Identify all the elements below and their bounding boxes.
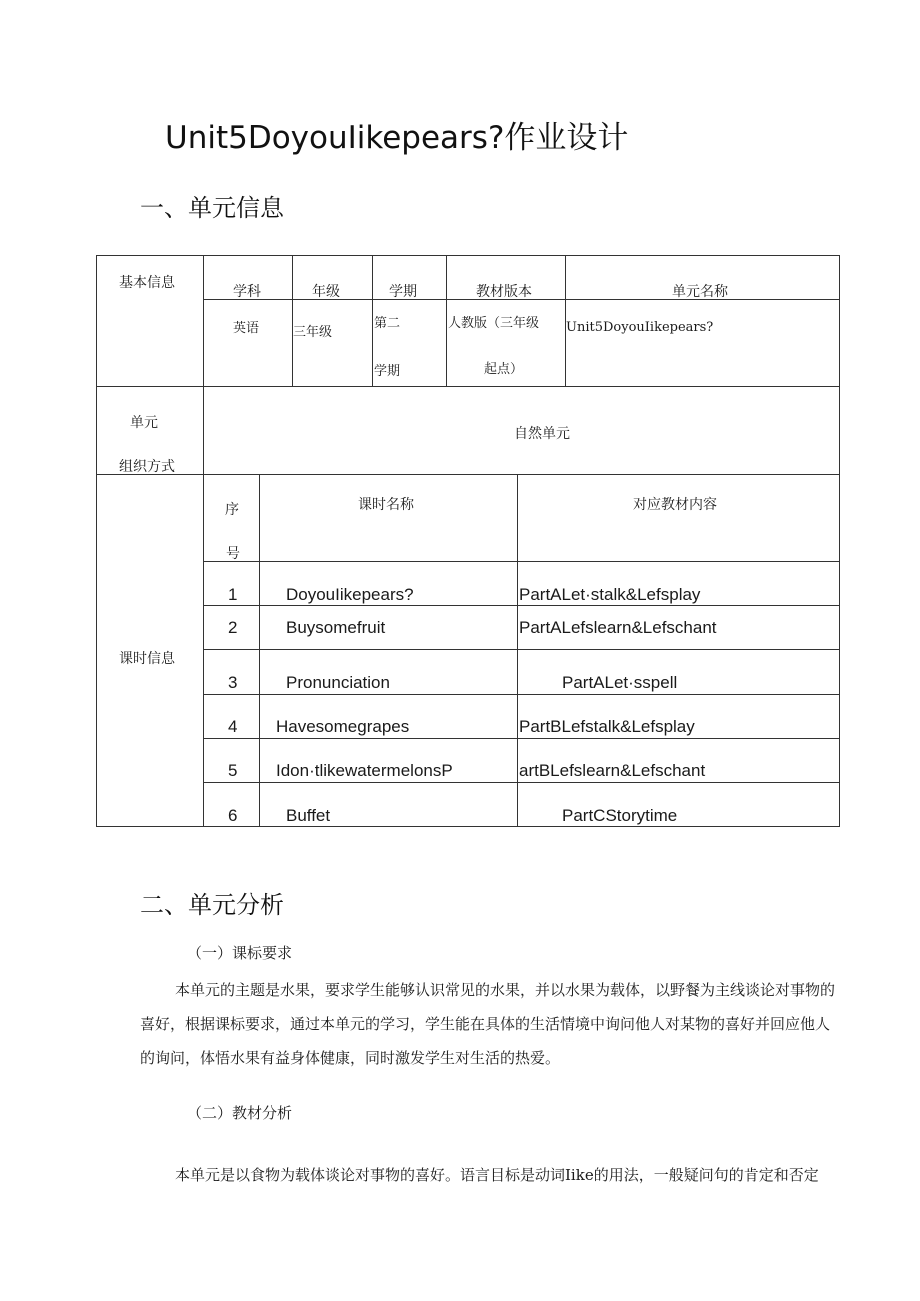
header-term: 学期 — [389, 284, 417, 300]
unit-info-table — [96, 255, 840, 827]
lesson-header-no-line1: 序 — [225, 502, 239, 518]
org-label-line2: 组织方式 — [119, 459, 175, 475]
header-subject: 学科 — [233, 284, 261, 300]
lesson-header-content: 对应教材内容 — [633, 497, 717, 513]
value-grade: 三年级 — [293, 325, 333, 340]
header-edition: 教材版本 — [476, 284, 532, 300]
lesson-4-name: Havesomegrapes — [276, 717, 410, 736]
lesson-6-no: 6 — [228, 806, 238, 825]
lesson-3-name: Pronunciation — [286, 673, 390, 692]
lesson-3-content: PartALet·sspell — [562, 673, 678, 692]
lesson-header-name: 课时名称 — [358, 497, 414, 513]
value-subject: 英语 — [233, 321, 260, 336]
lesson-5-name: Idon·tlikewatermelonsP — [276, 761, 453, 780]
document-title: Unit5DoyouIikepears?作业设计 — [165, 120, 629, 156]
section-heading-unit-analysis: 二、单元分析 — [140, 891, 284, 919]
lesson-3-no: 3 — [228, 673, 238, 692]
subheading-curriculum: （一）课标要求 — [187, 944, 293, 962]
value-term-line2: 学期 — [374, 364, 401, 379]
lesson-header-no-line2: 号 — [226, 546, 240, 562]
org-value: 自然单元 — [514, 426, 570, 442]
header-grade: 年级 — [312, 284, 340, 300]
lesson-2-content: PartALefslearn&Lefschant — [519, 618, 717, 637]
paragraph-curriculum: 本单元的主题是水果，要求学生能够认识常见的水果，并以水果为载体，以野餐为主线谈论对事物的喜好，根据课标要求，通过本单元的学习，学生能在具体的生活情境中询问他人对某物的喜好并回应他人的询问，体悟水果有益身体健康，同时激发学生对生活的热爱。 — [140, 981, 836, 1067]
lesson-1-name: DoyouIikepears? — [286, 585, 414, 604]
lesson-5-no: 5 — [228, 761, 238, 780]
lesson-6-name: Buffet — [286, 806, 331, 825]
lesson-1-content: PartALet·stalk&Lefsplay — [519, 585, 701, 604]
lesson-4-no: 4 — [228, 717, 238, 736]
value-edition-line1: 人教版（三年级 — [448, 316, 540, 331]
header-unit-name: 单元名称 — [672, 284, 728, 300]
org-label-line1: 单元 — [130, 415, 158, 431]
paragraph-textbook: 本单元是以食物为载体谈论对事物的喜好。语言目标是动词Iike的用法，一般疑问句的肯定和否定 — [175, 1166, 819, 1184]
lesson-6-content: PartCStorytime — [562, 806, 678, 825]
value-unit-name: Unit5DoyouIikepears? — [566, 320, 714, 335]
lesson-5-content: artBLefslearn&Lefschant — [519, 761, 706, 780]
lesson-2-name: Buysomefruit — [286, 618, 386, 637]
lesson-info-label: 课时信息 — [119, 651, 175, 667]
lesson-4-content: PartBLefstalk&Lefsplay — [519, 717, 695, 736]
basic-info-label: 基本信息 — [119, 275, 175, 291]
section-heading-unit-info: 一、单元信息 — [140, 194, 284, 222]
lesson-2-no: 2 — [228, 618, 238, 637]
value-edition-line2: 起点） — [484, 362, 524, 377]
lesson-1-no: 1 — [228, 585, 238, 604]
subheading-textbook: （二）教材分析 — [187, 1104, 293, 1122]
value-term-line1: 第二 — [374, 316, 401, 331]
